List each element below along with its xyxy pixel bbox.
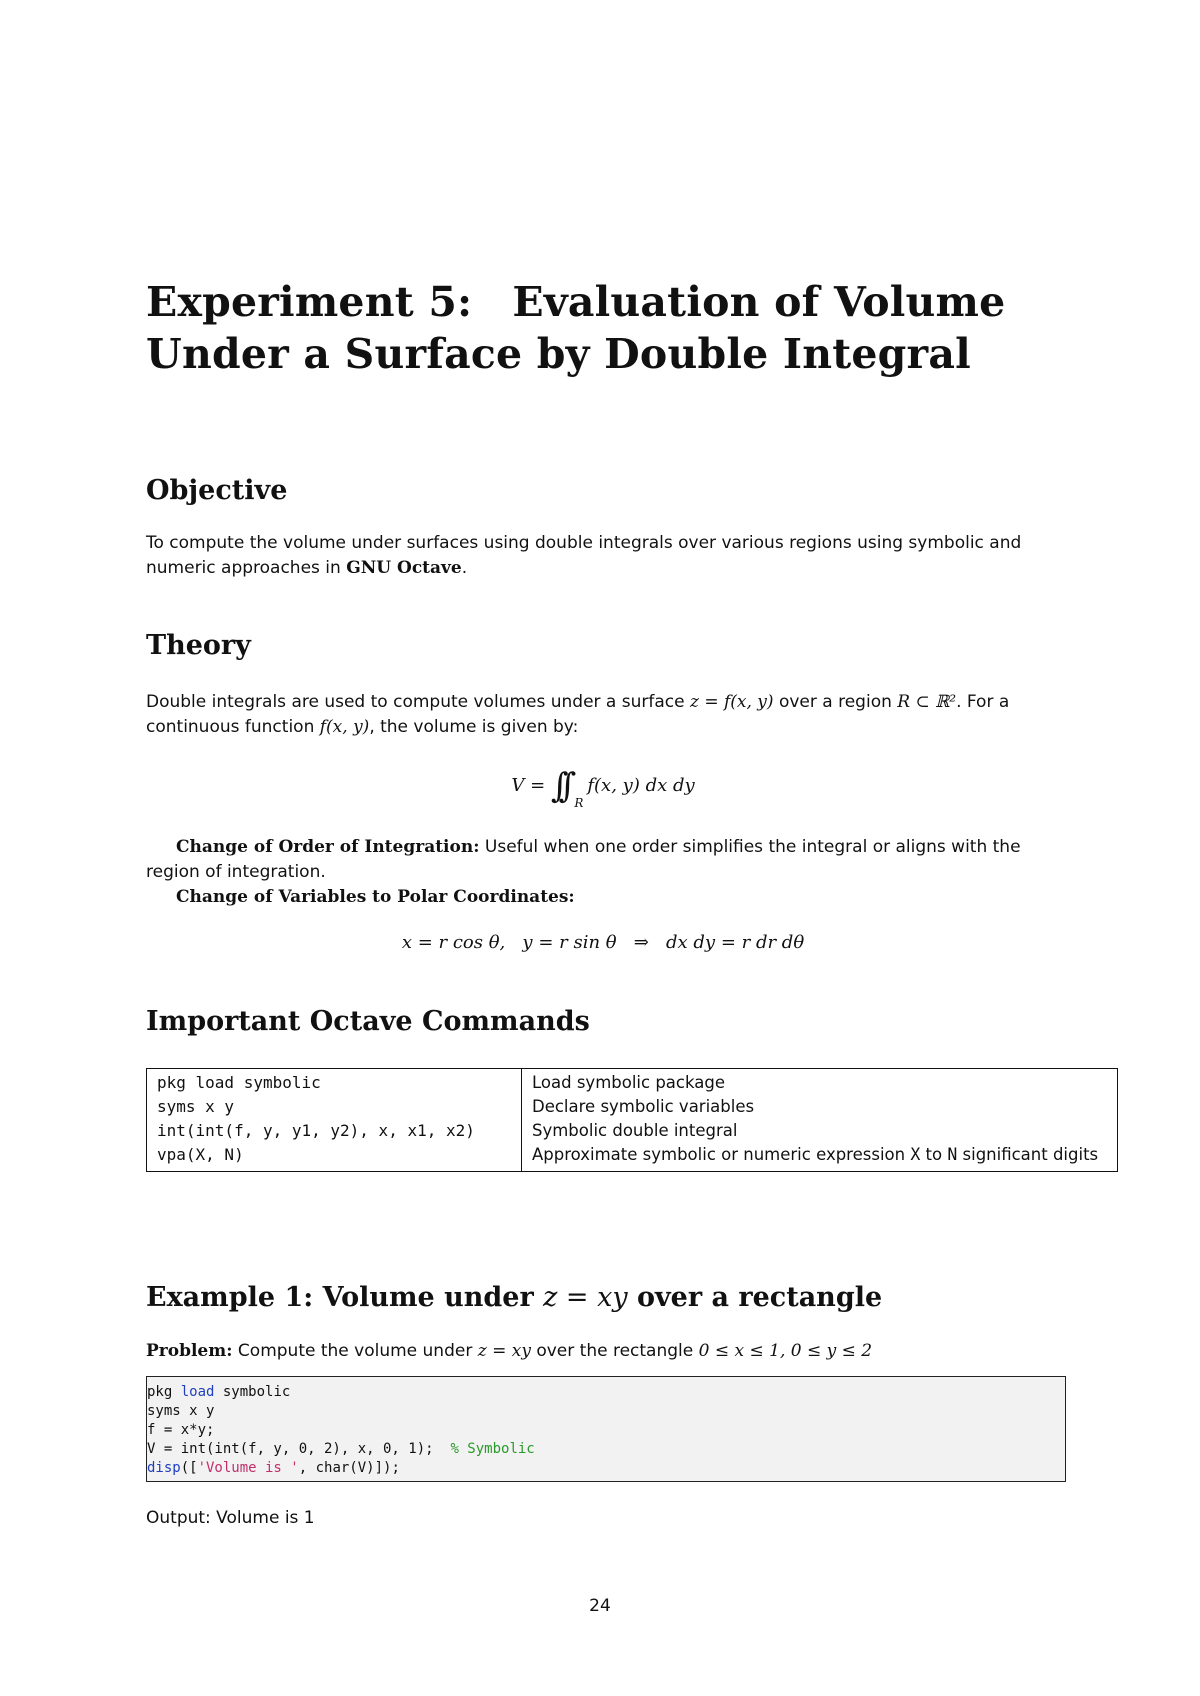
theory-heading: Theory [146, 630, 251, 661]
command-cell: vpa(X, N) [157, 1145, 244, 1164]
math-surface: z = f(x, y) [689, 692, 774, 712]
double-integral-symbol: ∫∫ [550, 766, 567, 806]
command-cell: pkg load symbolic [157, 1073, 321, 1092]
theory-paragraph: Double integrals are used to compute volumes under a surface z = f(x, y) over a region R ⊂ ℝ². For a continuous function f(x, y), the volume is given by: [146, 692, 1010, 737]
description-cell: Load symbolic package [532, 1073, 725, 1092]
description-cell: Declare symbolic variables [532, 1097, 755, 1116]
example1-output: Output: Volume is 1 [146, 1508, 315, 1528]
polar-coordinates-paragraph [146, 885, 1060, 910]
math-function: f(x, y) [319, 717, 370, 737]
gnu-octave-emphasis: GNU Octave [346, 558, 462, 578]
descriptions-column [522, 1069, 1118, 1172]
description-cell: Symbolic double integral [532, 1121, 738, 1140]
command-cell: int(int(f, y, y1, y2), x, x1, x2) [157, 1121, 475, 1140]
polar-coordinates-label: Change of Variables to Polar Coordinates: [176, 887, 575, 907]
polar-equation: x = r cos θ, y = r sin θ ⇒ dx dy = r dr dθ [401, 932, 805, 953]
commands-table [146, 1068, 1118, 1172]
problem-label: Problem: [146, 1341, 233, 1361]
volume-equation: V = ∫∫ $_R$f(x, y) dx dy [511, 766, 695, 810]
code-line: pkg load symbolic [147, 1384, 291, 1400]
code-line: V = int(int(f, y, 0, 2), x, 0, 1); % Symbolic [147, 1441, 535, 1457]
code-line: disp(['Volume is ', char(V)]); [147, 1460, 400, 1476]
math-region: R ⊂ ℝ² [897, 692, 957, 712]
table-row [147, 1069, 1118, 1172]
objective-text: To compute the volume under surfaces using double integrals over various regions using symbolic and numeric approaches in GNU Octave. [146, 533, 1022, 578]
command-cell: syms x y [157, 1097, 235, 1116]
code-line: syms x y [147, 1403, 215, 1419]
example1-heading: Example 1: Volume under z = xy over a rectangle [146, 1282, 883, 1313]
commands-heading: Important Octave Commands [146, 1006, 590, 1037]
page-title [146, 276, 1086, 380]
objective-heading: Objective [146, 475, 288, 506]
commands-column [147, 1069, 522, 1172]
code-block [146, 1376, 1066, 1482]
example1-heading-math: z = xy [543, 1282, 628, 1313]
example1-problem: Problem: Compute the volume under z = xy over the rectangle 0 ≤ x ≤ 1, 0 ≤ y ≤ 2 [146, 1341, 873, 1361]
code-line: f = x*y; [147, 1422, 215, 1438]
page-number: 24 [589, 1596, 611, 1616]
title-experiment-number: Experiment 5: [146, 278, 473, 326]
change-of-order-label: Change of Order of Integration: [176, 837, 480, 857]
description-cell: Approximate symbolic or numeric expression X to N significant digits [532, 1145, 1099, 1164]
change-of-order-paragraph: Change of Order of Integration: Useful when one order simplifies the integral or aligns with the region of integration. [146, 837, 1021, 882]
title-text: Evaluation of Volume Under a Surface by Double Integral [146, 278, 1006, 378]
